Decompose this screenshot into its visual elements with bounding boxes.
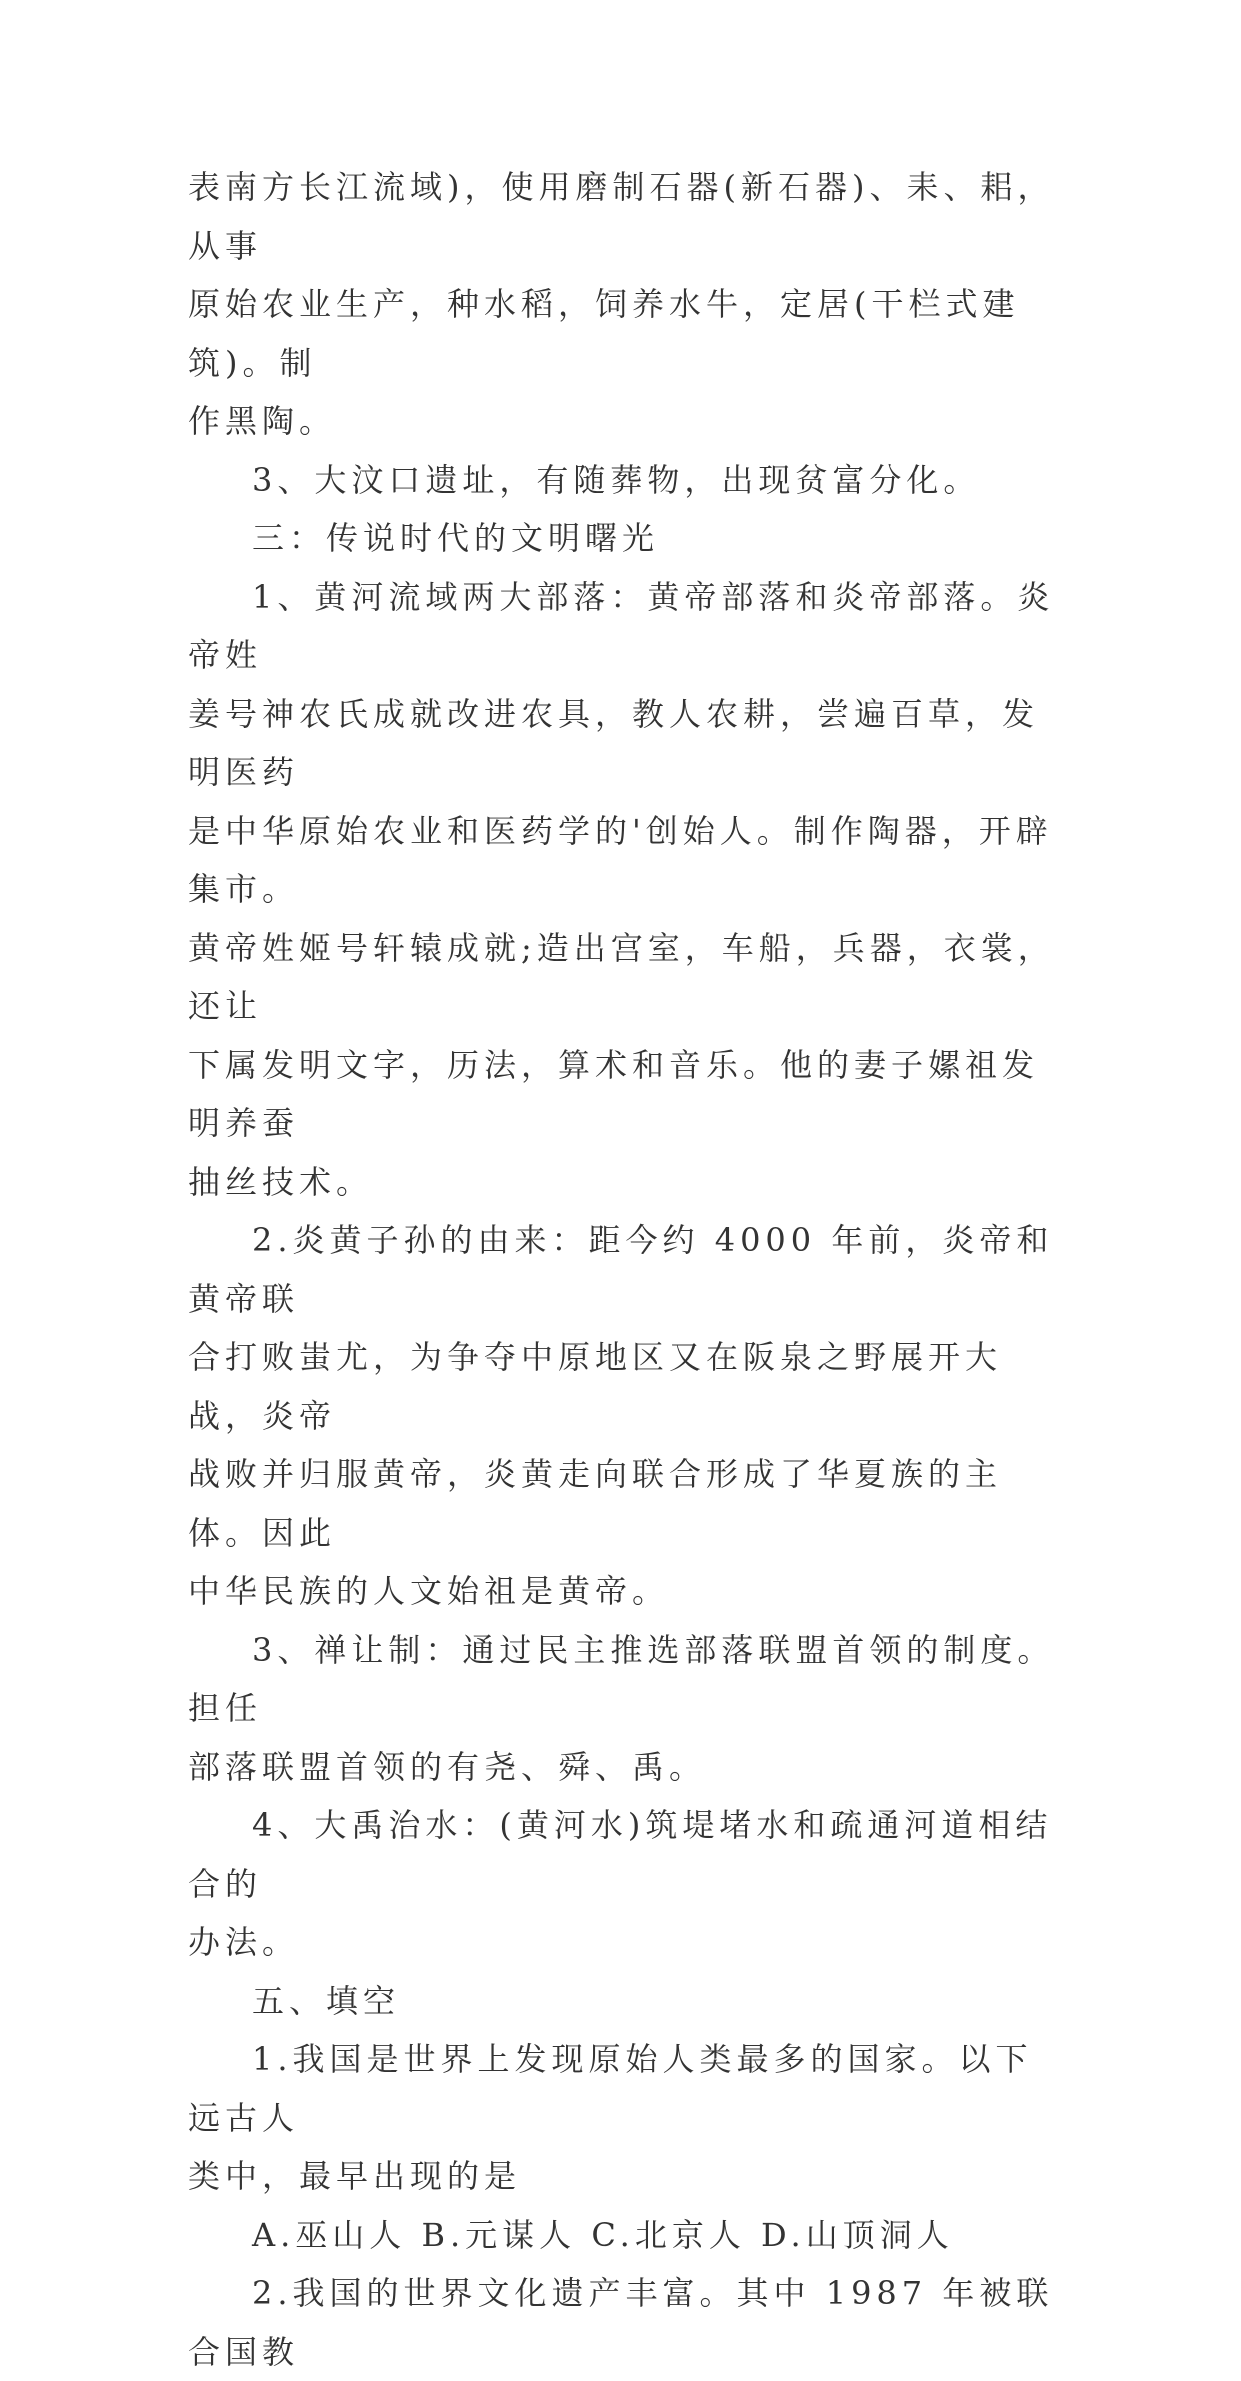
question-1: 1.我国是世界上发现原始人类最多的国家。以下远古人 类中，最早出现的是: [188, 2040, 1033, 2195]
paragraph-dayu-flood: 4、大禹治水：(黄河水)筑堤堵水和疏通河道相结合的 办法。: [188, 1806, 1053, 1961]
paragraph-dawenkou: 3、大汶口遗址，有随葬物，出现贫富分化。: [252, 460, 981, 499]
paragraph-abdication-system: 3、禅让制：通过民主推选部落联盟首领的制度。担任 部落联盟首领的有尧、舜、禹。: [188, 1630, 1055, 1786]
section-heading-legend-era: 三：传说时代的文明曙光: [252, 519, 660, 557]
question-2: 2.我国的世界文化遗产丰富。其中 1987 年被联合国教: [188, 2274, 1054, 2371]
section-heading-fill-blank: 五、填空: [252, 1981, 401, 2020]
paragraph-continued: 表南方长江流域)，使用磨制石器(新石器)、耒、耜，从事 原始农业生产，种水稻，饲养水牛，定居(干栏式建筑)。制 作黑陶。: [188, 168, 1055, 440]
question-1-options: A.巫山人 B.元谋人 C.北京人 D.山顶洞人: [252, 2215, 954, 2254]
document-body: [188, 158, 1068, 2381]
paragraph-yanhuang-origin: 2.炎黄子孙的由来：距今约 4000 年前，炎帝和黄帝联 合打败蚩尤，为争夺中原地区又在阪泉之野展开大战，炎帝 战败并归服黄帝，炎黄走向联合形成了华夏族的主体。因此 中华民族的人文始祖是黄帝。: [188, 1221, 1054, 1610]
paragraph-two-tribes: 1、黄河流域两大部落：黄帝部落和炎帝部落。炎帝姓 姜号神农氏成就改进农具，教人农耕，尝遍百草，发明医药 是中华原始农业和医药学的'创始人。制作陶器，开辟集市。 黄帝姓姬号轩辕成就;造出宫室，车船，兵器，衣裳，还让 下属发明文字，历法，算术和音乐。他的妻子嫘祖发明养蚕 抽丝技术。: [188, 577, 1055, 1201]
